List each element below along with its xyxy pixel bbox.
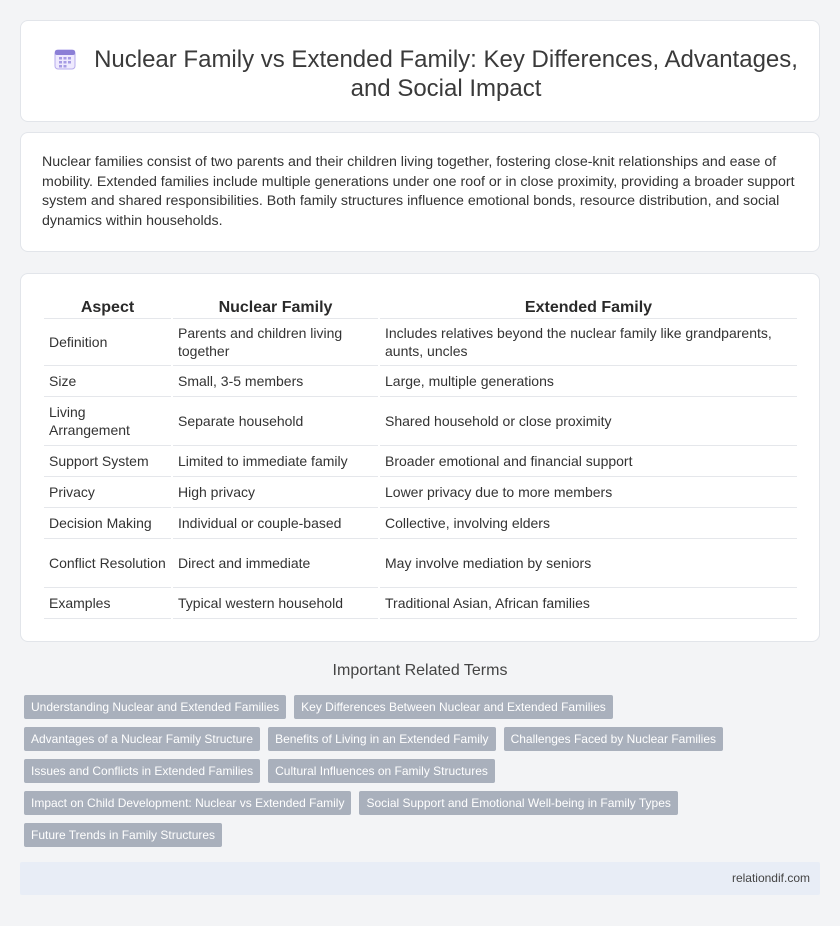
row-nuclear: Direct and immediate [173, 539, 378, 588]
row-nuclear: High privacy [173, 477, 378, 508]
footer [20, 862, 820, 895]
row-nuclear: Limited to immediate family [173, 446, 378, 477]
table-row [44, 446, 797, 477]
table-row [44, 508, 797, 539]
row-extended: Large, multiple generations [380, 366, 797, 397]
intro-paragraph: Nuclear families consist of two parents and their children living together, fostering close-knit relationships and ease of mobility. Extended families include multiple generations under one roof or in close proximity, providing a broader support system and shared responsibilities. Both family structures influence emotional bonds, resource distribution, and social dynamics within households. [42, 154, 795, 230]
row-aspect: Examples [44, 588, 171, 619]
row-extended: Collective, involving elders [380, 508, 797, 539]
row-nuclear: Separate household [173, 397, 378, 446]
row-nuclear: Parents and children living together [173, 319, 378, 366]
header-nuclear-family: Nuclear Family [173, 296, 378, 319]
table-row [44, 366, 797, 397]
row-nuclear: Individual or couple-based [173, 508, 378, 539]
row-aspect: Living Arrangement [44, 397, 171, 446]
row-aspect: Size [44, 366, 171, 397]
row-extended: Broader emotional and financial support [380, 446, 797, 477]
comparison-table [42, 296, 799, 619]
table-row [44, 477, 797, 508]
related-terms-heading: Important Related Terms [332, 662, 508, 679]
row-aspect: Decision Making [44, 508, 171, 539]
row-nuclear: Small, 3-5 members [173, 366, 378, 397]
table-row [44, 397, 797, 446]
footer-site-link[interactable]: relationdif.com [731, 871, 810, 885]
intro-card [20, 132, 820, 252]
table-header-row [44, 296, 797, 319]
related-term-tag[interactable]: Issues and Conflicts in Extended Families [24, 759, 260, 783]
row-aspect: Conflict Resolution [44, 539, 171, 588]
related-term-tag[interactable]: Future Trends in Family Structures [24, 823, 222, 847]
title-card [20, 20, 820, 122]
related-term-tag[interactable]: Impact on Child Development: Nuclear vs Extended Family [24, 791, 351, 815]
related-term-tag[interactable]: Social Support and Emotional Well-being in Family Types [359, 791, 677, 815]
row-extended: May involve mediation by seniors [380, 539, 797, 588]
row-aspect: Privacy [44, 477, 171, 508]
row-aspect: Support System [44, 446, 171, 477]
related-term-tag[interactable]: Understanding Nuclear and Extended Families [24, 695, 286, 719]
related-term-tag[interactable]: Key Differences Between Nuclear and Extended Families [294, 695, 613, 719]
row-nuclear: Typical western household [173, 588, 378, 619]
table-row [44, 539, 797, 588]
table-row [44, 319, 797, 366]
page-title: Nuclear Family vs Extended Family: Key Differences, Advantages, and Social Impact [94, 46, 798, 102]
table-row [44, 588, 797, 619]
related-terms-list [24, 695, 724, 855]
row-extended: Includes relatives beyond the nuclear family like grandparents, aunts, uncles [380, 319, 797, 366]
row-extended: Traditional Asian, African families [380, 588, 797, 619]
related-term-tag[interactable]: Benefits of Living in an Extended Family [268, 727, 495, 751]
row-aspect: Definition [44, 319, 171, 366]
related-term-tag[interactable]: Cultural Influences on Family Structures [268, 759, 495, 783]
row-extended: Lower privacy due to more members [380, 477, 797, 508]
related-term-tag[interactable]: Challenges Faced by Nuclear Families [504, 727, 723, 751]
comparison-card [20, 273, 820, 642]
header-extended-family: Extended Family [380, 296, 797, 319]
row-extended: Shared household or close proximity [380, 397, 797, 446]
related-term-tag[interactable]: Advantages of a Nuclear Family Structure [24, 727, 260, 751]
header-aspect: Aspect [44, 296, 171, 319]
